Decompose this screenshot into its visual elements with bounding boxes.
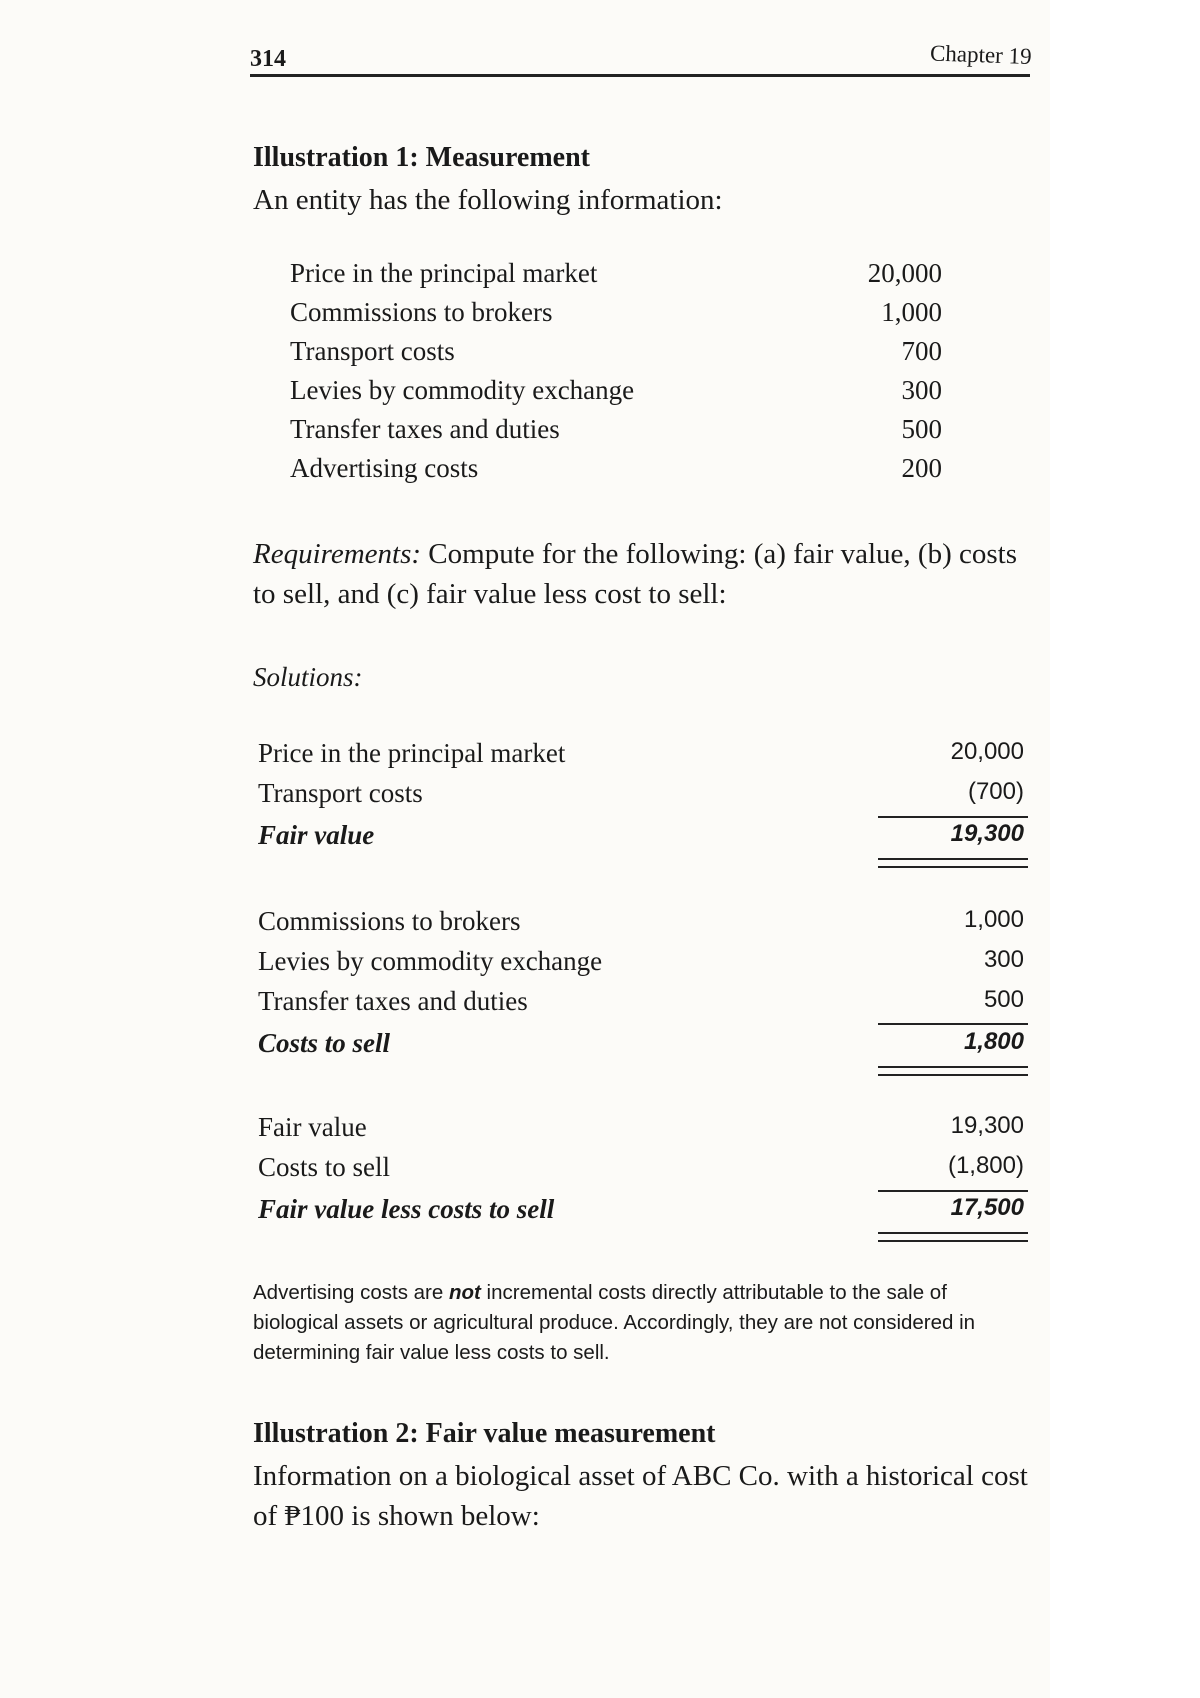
row-value: 1,000 [963,906,1024,933]
item-label: Commissions to brokers [290,297,553,327]
given-data-list [290,258,942,492]
table-row [258,1152,1028,1192]
item-label: Transport costs [290,336,455,366]
fvlcs-block [258,1112,1028,1234]
item-value: 200 [901,453,942,483]
row-label: Transfer taxes and duties [258,986,528,1016]
total-double-rule [878,1232,1028,1242]
row-value: (700) [967,778,1024,805]
item-label: Price in the principal market [290,258,598,288]
illustration2-intro: Information on a biological asset of ABC Co. with a historical cost of ₱100 is shown below: [253,1460,1028,1532]
table-row [258,986,1028,1026]
table-row [258,906,1028,946]
total-row [258,820,1028,860]
row-label: Levies by commodity exchange [258,946,603,976]
item-value: 20,000 [867,258,942,288]
row-label: Transport costs [258,778,423,808]
requirements-text: Compute for the following: (a) fair value, (b) costs to sell, and (c) fair value less cost to sell: [253,538,1017,610]
item-value: 500 [901,414,942,444]
list-item [290,375,942,414]
total-value: 19,300 [950,820,1024,847]
row-value: (1,800) [947,1152,1024,1179]
illustration2-title: Illustration 2: Fair value measurement [253,1418,716,1449]
row-value: 500 [983,986,1024,1013]
page-margin [1050,0,1200,1698]
row-value: 300 [983,946,1024,973]
illustration1-intro: An entity has the following information: [253,184,723,216]
row-label: Costs to sell [258,1152,391,1182]
list-item [290,336,942,375]
item-label: Levies by commodity exchange [290,375,635,405]
note-emphasis: not [448,1281,481,1304]
total-label: Fair value [258,820,375,850]
total-row [258,1194,1028,1234]
total-double-rule [878,858,1028,868]
table-row [258,1112,1028,1152]
note-text-before: Advertising costs are [253,1281,449,1304]
header-rule [250,74,1030,77]
row-label: Fair value [258,1112,367,1142]
chapter-label: Chapter 19 [930,40,1033,69]
total-label: Fair value less costs to sell [258,1194,555,1224]
total-double-rule [878,1066,1028,1076]
row-label: Commissions to brokers [258,906,521,936]
illustration1-title: Illustration 1: Measurement [253,142,590,173]
solutions-label: Solutions: [253,662,363,692]
subtotal-rule [878,816,1028,818]
total-value: 17,500 [950,1194,1024,1221]
item-value: 1,000 [881,297,942,327]
subtotal-rule [878,1023,1028,1025]
requirements-label: Requirements: [253,538,422,570]
item-label: Transfer taxes and duties [290,414,560,444]
table-row [258,778,1028,818]
total-row [258,1028,1028,1068]
total-label: Costs to sell [258,1028,391,1058]
list-item [290,453,942,492]
list-item [290,258,942,297]
item-value: 300 [901,375,942,405]
advertising-note [253,1278,1033,1368]
table-row [258,946,1028,986]
row-label: Price in the principal market [258,738,566,768]
item-value: 700 [901,336,942,366]
item-label: Advertising costs [290,453,479,483]
table-row [258,738,1028,778]
list-item [290,297,942,336]
fair-value-block [258,738,1028,860]
page-number: 314 [250,46,286,72]
costs-to-sell-block [258,906,1028,1068]
requirements-paragraph [253,534,1043,614]
list-item [290,414,942,453]
note-text-after: incremental costs directly attributable to the sale of biological assets or agricultural produce. Accordingly, they are not considered in determining fair value less costs to sell. [253,1281,976,1364]
row-value: 20,000 [950,738,1024,765]
subtotal-rule [878,1190,1028,1192]
row-value: 19,300 [950,1112,1024,1139]
total-value: 1,800 [963,1028,1024,1055]
